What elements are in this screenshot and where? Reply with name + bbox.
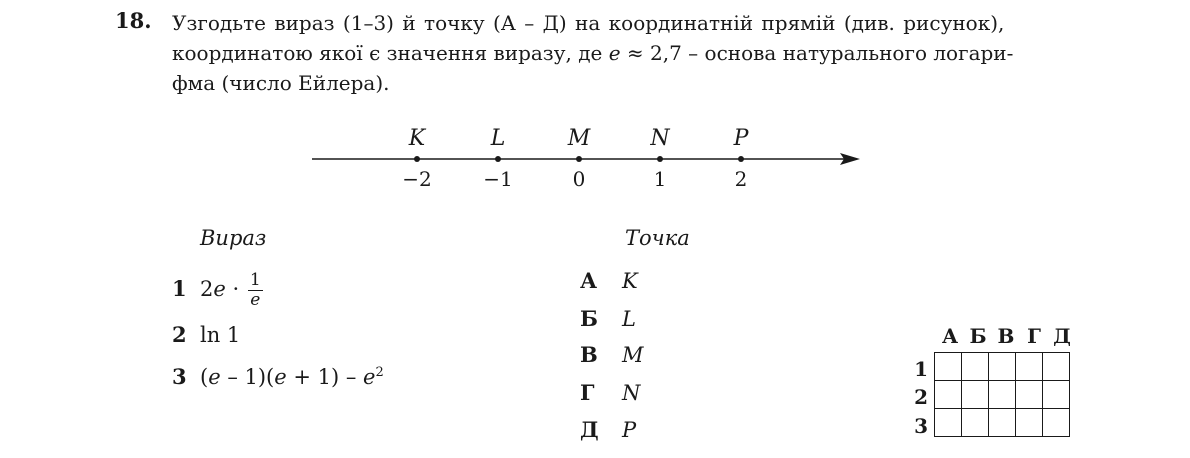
answer-cell[interactable] xyxy=(1043,381,1070,409)
number-line-point xyxy=(576,156,582,162)
option-a: А K xyxy=(580,268,638,293)
answer-cell[interactable] xyxy=(935,353,962,381)
point-letter: P xyxy=(733,126,749,151)
option-d: Д P xyxy=(580,417,637,442)
point-header: Точка xyxy=(625,226,690,250)
problem-line-3: фма (число Ейлера). xyxy=(172,71,390,95)
answer-cell[interactable] xyxy=(1043,409,1070,437)
expression-header: Вираз xyxy=(200,226,267,250)
problem-number: 18. xyxy=(115,8,152,33)
option-b: Б L xyxy=(580,306,636,331)
tick-label: 2 xyxy=(734,167,748,191)
grid-col-v: В xyxy=(997,324,1015,348)
grid-col-g: Г xyxy=(1027,324,1041,348)
number-line-point xyxy=(414,156,420,162)
number-line-point xyxy=(495,156,501,162)
answer-cell[interactable] xyxy=(1043,353,1070,381)
tick-label: −1 xyxy=(483,167,513,191)
grid-row-1: 1 xyxy=(914,357,928,381)
number-line xyxy=(0,0,1190,200)
expression-3: 3 $(e - 1)(e + 1) - e^2$ xyxy=(172,364,384,389)
grid-row-3: 3 xyxy=(914,414,928,438)
grid-col-a: А xyxy=(941,324,959,348)
answer-cell[interactable] xyxy=(989,353,1016,381)
grid-col-d: Д xyxy=(1053,324,1071,348)
point-letter: M xyxy=(567,126,591,151)
answer-row-2 xyxy=(935,381,1070,409)
point-letter: K xyxy=(408,126,426,151)
answer-cell[interactable] xyxy=(935,409,962,437)
answer-cell[interactable] xyxy=(1016,409,1043,437)
fraction: $\frac{1}{e}$ xyxy=(249,270,261,310)
tick-label: 0 xyxy=(572,167,586,191)
tick-label: −2 xyxy=(402,167,432,191)
answer-row-3 xyxy=(935,409,1070,437)
problem-line-2: координатою якої є значення виразу, де e ≈ 2,7 – основа натурального логари- xyxy=(172,41,1014,65)
tick-label: 1 xyxy=(653,167,667,191)
expression-1: 1 2e · $\frac{1}{e}$ xyxy=(172,270,261,310)
answer-cell[interactable] xyxy=(935,381,962,409)
answer-cell[interactable] xyxy=(989,409,1016,437)
option-g: Г N xyxy=(580,380,641,405)
answer-row-1 xyxy=(935,353,1070,381)
problem-line-1: Узгодьте вираз (1–3) й точку (А – Д) на координатній прямій (див. рисунок), xyxy=(172,11,1005,35)
grid-col-b: Б xyxy=(969,324,987,348)
answer-cell[interactable] xyxy=(962,409,989,437)
expression-2: 2 ln 1 xyxy=(172,322,241,347)
point-letter: L xyxy=(490,126,506,151)
point-letter: N xyxy=(650,126,670,151)
option-v: В M xyxy=(580,342,644,367)
answer-cell[interactable] xyxy=(1016,353,1043,381)
number-line-point xyxy=(657,156,663,162)
number-line-point xyxy=(738,156,744,162)
answer-cell[interactable] xyxy=(1016,381,1043,409)
answer-cell[interactable] xyxy=(962,381,989,409)
answer-cell[interactable] xyxy=(962,353,989,381)
grid-row-2: 2 xyxy=(914,385,928,409)
answer-grid-header xyxy=(936,324,1076,348)
answer-cell[interactable] xyxy=(989,381,1016,409)
answer-grid xyxy=(934,352,1070,437)
